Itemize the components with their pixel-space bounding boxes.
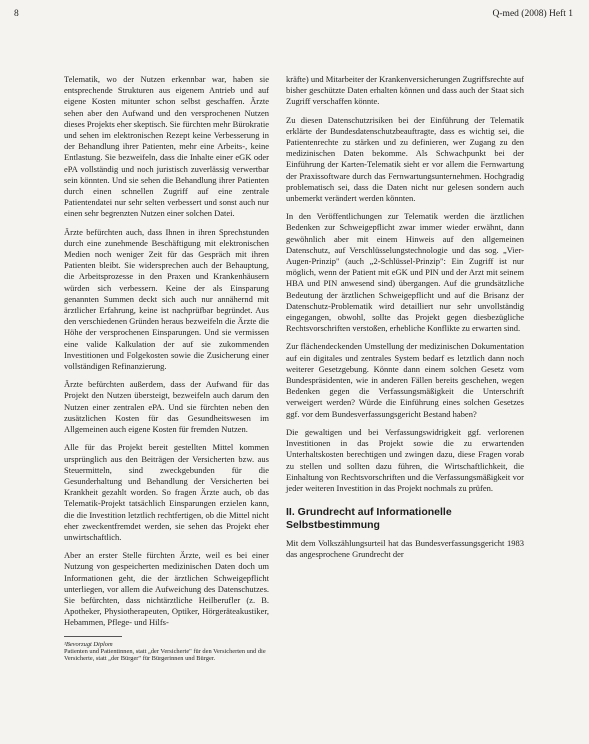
right-column: [286, 74, 524, 568]
paragraph: Die gewaltigen und bei Verfassungswidrigkeit ggf. verlorenen Investitionen in das Projekt sowie die zu erwartenden Unterhaltskosten berechtigen und zwingen dazu, diese Fragen vorab zu stellen und sollten dazu führen, die Wirtschaftlichkeit, die Einhaltung von Rechtsvorschriften und die Verfassungsmäßigkeit vor jeder weiteren Investition in das Projekt nochmals zu prüfen.: [286, 426, 524, 493]
paragraph: Ärzte befürchten auch, dass Ihnen in ihren Sprechstunden durch eine zunehmende Beschäftigung mit elektronischen Medien noch weniger Zeit für das Gespräch mit ihren Patienten bleibt. Sie widersprechen auch der Behauptung, die Arbeitsprozesse in den Praxen und Krankenhäusern würden sich verbessern. Keine der als Einsparung genannten Summen deckt sich auch nur annähernd mit ärztlicher Erfahrung, keine ist nachprüfbar begründet. Aus den verschiedenen Gründen heraus bezweifeln die Ärzte die Höhe der versprochenen Einsparungen. Und sie vermissen eine valide Kalkulation der auf sie zukommenden Investitionen und Folgekosten sowie die Zusicherung einer vollständigen Refinanzierung.: [64, 226, 269, 372]
footnote-reference: ¹Bevorzugt Diplom: [64, 640, 113, 648]
footnote-divider: [64, 636, 122, 637]
page-number: 8: [14, 9, 19, 19]
paragraph: Zu diesen Datenschutzrisiken bei der Einführung der Telematik erklärte der Bundesdatenschutzbeauftragte, dass es wichtig sei, die Patientenrechte zu stärken und zu definieren, wer Zugang zu den medizinischen Daten bekomme. Als Schwachpunkt bei der Einführung der Karten-Telematik sieht er vor allem die Fernwartung der Praxissoftware durch das Fernwartungsunternehmen. Hochgradig problematisch sei, dass die Daten nicht nur gelesen sondern auch unbemerkt verändert werden könnten.: [286, 114, 524, 204]
section-heading: [286, 506, 524, 532]
paragraph: Zur flächendeckenden Umstellung der medizinischen Dokumentation auf ein digitales und zentrales System bedarf es letztlich dann noch weiterer Gesetzgebung. Könnte dann einem solchen Gesetz vom Bundespräsidenten, wie in anderen Fällen bereits geschehen, wegen Bedenken gegen die Verfassungsmäßigkeit die Unterschrift verweigert werden? Würde die Einführung eines solchen Gesetzes ggf. vor dem Bundesverfassungsgericht Bestand haben?: [286, 341, 524, 419]
footnote: [64, 641, 269, 663]
paragraph: In den Veröffentlichungen zur Telematik werden die ärztlichen Bedenken zur Schweigepflicht zwar immer wieder erwähnt, dann gewöhnlich aber mit einem Hinweis auf den allgemeinen Datenschutz, auf Verschlüsselungstechnologie und das sog. „Vier-Augen-Prinzip" (auch „2-Schlüssel-Prinzip": Ein Zugriff ist nur möglich, wenn der Patient mit eGK und PIN und der Arzt mit seinem HBA und PIN anwesend sind) übergangen. Auf die grundsätzliche Bedeutung der ärztlichen Schweigepflicht und auf die Brisanz der Datenschutz-Problematik wird detailliert nur sehr unvollständig eingegangen, obwohl, sollte das Projekt gegen diesbezügliche Rechtsvorschriften verstoßen, erhebliche Konflikte zu erwarten sind.: [286, 211, 524, 334]
footnote-text: Patienten und Patientinnen, statt „der Versicherte" für den Versicherten und die Versicherte, statt „der Bürger" für Bürgerinnen und Bürger.: [64, 647, 266, 663]
journal-title: Q-med (2008) Heft 1: [492, 9, 573, 19]
paragraph: kräfte) und Mitarbeiter der Krankenversicherungen Zugriffsrechte auf bisher geschützte Daten erhalten können und dass auch der Staat sich Zugriff verschaffen könnte.: [286, 74, 524, 107]
section-heading-line: Selbstbestimmung: [286, 519, 380, 532]
page-header: [14, 9, 573, 23]
section-heading-line: II. Grundrecht auf Informationelle: [286, 506, 452, 519]
paragraph: Aber an erster Stelle fürchten Ärzte, weil es bei einer Nutzung von gespeicherten medizinischen Daten doch um Informationen geht, die der ärztlichen Schweigepflicht unterliegen, vor allem die Aufweichung des Datenschutzes. Sie befürchten, dass nichtärztliche Heilberufler (z. B. Apotheker, Physiotherapeuten, Optiker, Hörgeräteakustiker, Hebammen, Pflege- und Hilfs-: [64, 550, 269, 628]
paragraph: Ärzte befürchten außerdem, dass der Aufwand für das Projekt den Nutzen übersteigt, bezweifeln auch darum den Nutzen einer zentralen ePA. Und sie fürchten neben den zusätzlichen Kosten für das Gesundheitswesen im Allgemeinen auch eigene Kosten für fremden Nutzen.: [64, 379, 269, 435]
left-column: [64, 74, 269, 663]
paragraph: Alle für das Projekt bereit gestellten Mittel kommen ursprünglich aus den Beiträgen der Versicherten bzw. aus Steuermitteln, sind zweckgebunden für die Gesunderhaltung und Behandlung der Versicherten bei Krankheit gezahlt worden. So fragen Ärzte auch, ob das Telematik-Projekt tatsächlich Einsparungen erzielen kann, die die Investition letztlich rechtfertigen, ob die Mittel nicht eher zweckentfremdet werden, sie sehen das Projekt eher unwirtschaftlich.: [64, 442, 269, 542]
paragraph: Telematik, wo der Nutzen erkennbar war, haben sie entsprechende Strukturen aus eigenem Antrieb und auf eigene Kosten mitunter schon selbst geschaffen. Ärzte sehen aber den Aufwand und den versprochenen Nutzen dieses Projekts eher skeptisch. Sie fürchten mehr Bürokratie und sehen im elektronischen Rezept keine Verbesserung in der Behandlung ihrer Patienten, mehr eine Arbeits-, keine Entlastung. Sie bezweifeln, dass die Inhalte einer eGK oder ePA vollständig und noch juristisch zuverlässig verwertbar sein könnten. Und sie sehen die Behandlung ihrer Patienten durch einen schnellen Zugriff auf eine zentrale Patientendatei nur sehr selten verbessert und sonst auch nur einen sehr begrenzten Nutzen einer solchen Datei.: [64, 74, 269, 219]
paragraph: Mit dem Volkszählungsurteil hat das Bundesverfassungsgericht 1983 das angesprochene Grundrecht der: [286, 538, 524, 560]
